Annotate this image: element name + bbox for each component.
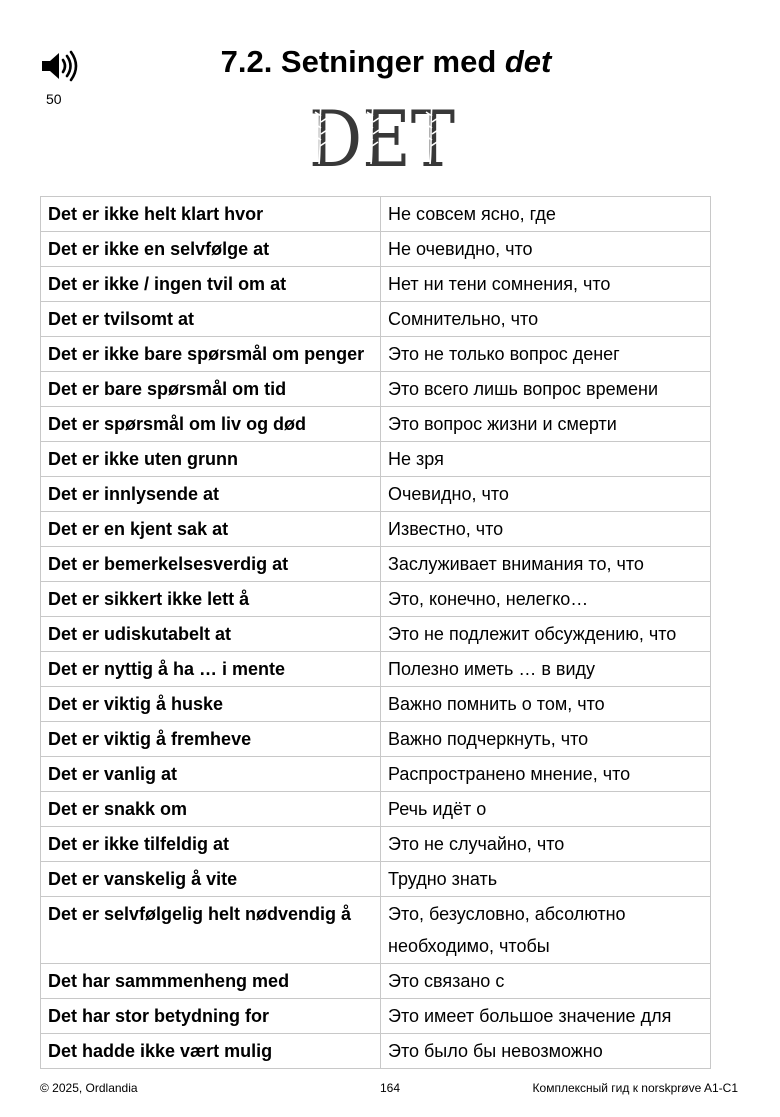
norwegian-phrase: Det er viktig å fremheve [41, 722, 381, 757]
russian-translation: Это, безусловно, абсолютно необходимо, чтобы [381, 897, 711, 964]
russian-translation: Не очевидно, что [381, 232, 711, 267]
russian-translation: Распространено мнение, что [381, 757, 711, 792]
title-italic-word: det [504, 44, 552, 79]
russian-translation: Важно подчеркнуть, что [381, 722, 711, 757]
table-row [41, 547, 711, 582]
russian-translation: Не зря [381, 442, 711, 477]
table-row [41, 652, 711, 687]
norwegian-phrase: Det er ikke helt klart hvor [41, 197, 381, 232]
norwegian-phrase: Det er en kjent sak at [41, 512, 381, 547]
table-row [41, 337, 711, 372]
russian-translation: Очевидно, что [381, 477, 711, 512]
norwegian-phrase: Det er viktig å huske [41, 687, 381, 722]
table-row [41, 232, 711, 267]
russian-translation: Это вопрос жизни и смерти [381, 407, 711, 442]
table-row [41, 512, 711, 547]
russian-translation: Это не только вопрос денег [381, 337, 711, 372]
russian-translation: Это было бы невозможно [381, 1034, 711, 1069]
table-row [41, 302, 711, 337]
table-row [41, 827, 711, 862]
russian-translation: Не совсем ясно, где [381, 197, 711, 232]
norwegian-phrase: Det er snakk om [41, 792, 381, 827]
table-row [41, 757, 711, 792]
audio-track-number: 50 [46, 91, 62, 107]
russian-translation: Важно помнить о том, что [381, 687, 711, 722]
footer-book-title: Комплексный гид к norskprøve A1-C1 [532, 1081, 738, 1095]
table-row [41, 999, 711, 1034]
phrase-table [40, 196, 711, 1069]
russian-translation: Это, конечно, нелегко… [381, 582, 711, 617]
norwegian-phrase: Det er innlysende at [41, 477, 381, 512]
norwegian-phrase: Det er bare spørsmål om tid [41, 372, 381, 407]
table-row [41, 687, 711, 722]
logo-text: DET [309, 95, 455, 185]
norwegian-phrase: Det er nyttig å ha … i mente [41, 652, 381, 687]
table-row [41, 897, 711, 964]
norwegian-phrase: Det hadde ikke vært mulig [41, 1034, 381, 1069]
russian-translation: Речь идёт о [381, 792, 711, 827]
norwegian-phrase: Det er udiskutabelt at [41, 617, 381, 652]
title-prefix: 7.2. Setninger med [220, 44, 505, 79]
norwegian-phrase: Det er selvfølgelig helt nødvendig å [41, 897, 381, 964]
russian-translation: Полезно иметь … в виду [381, 652, 711, 687]
norwegian-phrase: Det har stor betydning for [41, 999, 381, 1034]
norwegian-phrase: Det er tvilsomt at [41, 302, 381, 337]
table-row [41, 617, 711, 652]
footer-page-number: 164 [379, 1081, 401, 1095]
norwegian-phrase: Det er spørsmål om liv og død [41, 407, 381, 442]
russian-translation: Это связано с [381, 964, 711, 999]
norwegian-phrase: Det er ikke bare spørsmål om penger [41, 337, 381, 372]
table-row [41, 722, 711, 757]
table-row [41, 964, 711, 999]
norwegian-phrase: Det er vanskelig å vite [41, 862, 381, 897]
table-row [41, 1034, 711, 1069]
table-row [41, 407, 711, 442]
russian-translation: Это не подлежит обсуждению, что [381, 617, 711, 652]
norwegian-phrase: Det er ikke tilfeldig at [41, 827, 381, 862]
norwegian-phrase: Det er ikke en selvfølge at [41, 232, 381, 267]
table-row [41, 197, 711, 232]
russian-translation: Заслуживает внимания то, что [381, 547, 711, 582]
russian-translation: Сомнительно, что [381, 302, 711, 337]
footer-copyright: © 2025, Ordlandia [40, 1081, 138, 1095]
table-row [41, 862, 711, 897]
norwegian-phrase: Det har sammmenheng med [41, 964, 381, 999]
norwegian-phrase: Det er ikke / ingen tvil om at [41, 267, 381, 302]
norwegian-phrase: Det er sikkert ikke lett å [41, 582, 381, 617]
russian-translation: Известно, что [381, 512, 711, 547]
table-row [41, 442, 711, 477]
table-row [41, 372, 711, 407]
russian-translation: Это не случайно, что [381, 827, 711, 862]
russian-translation: Это имеет большое значение для [381, 999, 711, 1034]
table-row [41, 582, 711, 617]
det-decorative-logo [307, 95, 457, 185]
russian-translation: Это всего лишь вопрос времени [381, 372, 711, 407]
russian-translation: Трудно знать [381, 862, 711, 897]
page-title [0, 44, 772, 80]
norwegian-phrase: Det er vanlig at [41, 757, 381, 792]
table-row [41, 792, 711, 827]
table-row [41, 267, 711, 302]
norwegian-phrase: Det er ikke uten grunn [41, 442, 381, 477]
russian-translation: Нет ни тени сомнения, что [381, 267, 711, 302]
table-row [41, 477, 711, 512]
norwegian-phrase: Det er bemerkelsesverdig at [41, 547, 381, 582]
